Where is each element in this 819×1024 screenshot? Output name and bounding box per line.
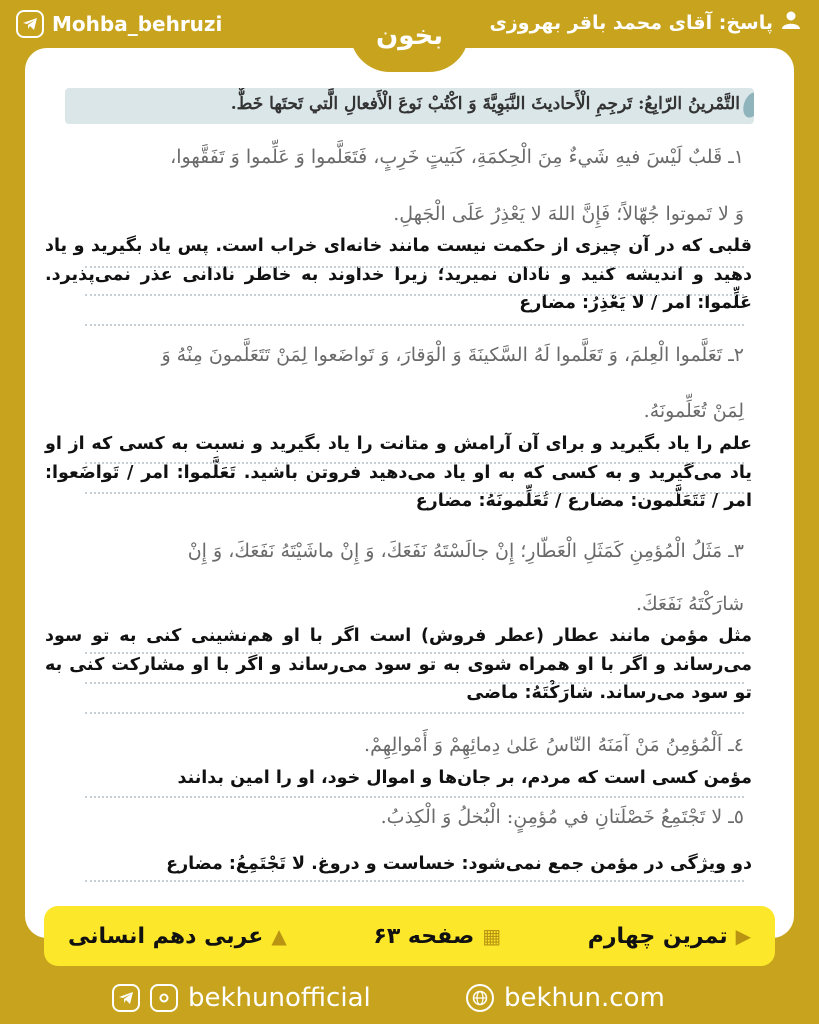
translation-1: قلبی که در آن چیزی از حکمت نیست مانند خانه‌ای خراب است. پس یاد بگیرید و یاد دهید و اندیشه کنید و نادان نمیرید؛ زیرا خداوند به خاطر نادانی عذر نمی‌پذیرد. عَلِّموا: امر / لا یَعْذِرُ: مضارع: [45, 236, 752, 313]
book-icon: ▦: [482, 924, 502, 948]
hadith-4: ٤ـ اَلْمُؤمِنُ مَنْ آمَنَهُ النّاسُ عَلىٰ دِمائِهِمْ وَ أَمْوالِهِمْ.: [364, 734, 744, 756]
instagram-icon: [150, 984, 178, 1012]
website-url: bekhun.com: [504, 983, 665, 1013]
course-label: عربی دهم انسانی: [68, 923, 264, 949]
page-label: صفحه ۶۳: [373, 923, 475, 949]
translation-2: علم را یاد بگیرید و برای آن آرامش و متانت را یاد بگیرید و نسبت به کسی که از او یاد می‌گیرید و به کسی که به او یاد می‌دهید فروتن باشید. تَعَلَّموا: امر / تَواضَعوا: امر / تَتَعَلَّمون: مضارع / تُعَلِّمونَهُ: مضارع: [45, 434, 752, 511]
telegram-icon: [112, 984, 140, 1012]
exercise-label-group: [588, 924, 751, 949]
dotted-line: [85, 880, 744, 882]
translation-5: دو ویژگی در مؤمن جمع نمی‌شود: خساست و دروغ. لا تَجْتَمِعُ: مضارع: [166, 854, 752, 874]
graduation-cap-icon: ▲: [271, 924, 287, 948]
logo-tab: [350, 0, 469, 72]
footer-bar: [0, 975, 819, 1024]
page-label-group: [373, 924, 501, 949]
exercise-instruction: التَّمْرينُ الرّابِعُ: تَرجِمِ الْأَحاديثَ النَّبَوِيَّةَ وَ اكْتُبْ نَوعَ الْأَفعالِ الَّتي تَحتَها خَطٌّ.: [65, 88, 754, 124]
leaf-icon: [740, 90, 754, 120]
brand-logo: بخون: [376, 21, 443, 51]
translation-4: مؤمن کسی است که مردم، بر جان‌ها و اموال خود، او را امین بدانند: [177, 768, 752, 788]
content-card: [25, 48, 794, 938]
dotted-line: [85, 462, 744, 464]
dotted-line: [85, 492, 744, 494]
telegram-credit[interactable]: [16, 10, 222, 38]
hadith-5: ٥ـ لا تَجْتَمِعُ خَصْلَتانِ في مُؤمِنٍ: الْبُخلُ وَ الْكِذبُ.: [380, 806, 744, 828]
social-link[interactable]: [112, 983, 371, 1013]
course-label-group: [68, 924, 287, 949]
info-banner: [44, 906, 775, 966]
dotted-line: [85, 266, 744, 268]
website-link[interactable]: [466, 983, 665, 1013]
exercise-label: تمرین چهارم: [587, 923, 728, 949]
hadith-2-line-1: ٢ـ تَعَلَّموا الْعِلمَ، وَ تَعَلَّموا لَهُ السَّكينَةَ وَ الْوَقارَ، وَ تَواضَعوا لِمَنْ تَتَعَلَّمونَ مِنْهُ وَ: [161, 344, 744, 366]
hadith-3-line-1: ٣ـ مَثَلُ الْمُؤمِنِ كَمَثَلِ الْعَطّارِ؛ إِنْ جالَسْتَهُ نَفَعَكَ، وَ إِنْ ماشَيْتَهُ نَفَعَكَ، وَ إِنْ: [187, 540, 744, 562]
dotted-line: [85, 652, 744, 654]
teacher-icon: ▶: [735, 924, 751, 948]
answer-credit: [489, 10, 801, 35]
answer-label: پاسخ: آقای محمد باقر بهروزی: [489, 11, 773, 34]
dotted-line: [85, 324, 744, 326]
hadith-2-line-2: لِمَنْ تُعَلِّمونَهُ.: [643, 400, 744, 422]
hadith-3-line-2: شارَكْتَهُ نَفَعَكَ.: [635, 593, 744, 615]
dotted-line: [85, 294, 744, 296]
dotted-line: [85, 682, 744, 684]
hadith-1-line-2: وَ لا تَموتوا جُهّالاً؛ فَإِنَّ اللهَ لا يَعْذِرُ عَلَى الْجَهلِ.: [393, 203, 744, 225]
dotted-line: [85, 712, 744, 714]
dotted-line: [85, 796, 744, 798]
social-handle: bekhunofficial: [188, 983, 371, 1013]
telegram-handle: Mohba_behruzi: [52, 12, 223, 36]
globe-icon: [466, 984, 494, 1012]
translation-3: مثل مؤمن مانند عطار (عطر فروش) است اگر با او هم‌نشینی کنی به تو سود می‌رساند و اگر با او همراه شوی به تو سود می‌رساند و اگر با او مشارکت کنی به تو سود می‌رساند. شارَکْتَهُ: ماضی: [45, 626, 752, 703]
hadith-1-line-1: ١ـ قَلبٌ لَيْسَ فيهِ شَيءٌ مِنَ الْحِكمَةِ، كَبَيتٍ خَرِبٍ، فَتَعَلَّموا وَ عَلِّموا وَ تَفَقَّهوا،: [170, 146, 744, 168]
user-icon: [781, 10, 801, 35]
telegram-icon: [16, 10, 44, 38]
